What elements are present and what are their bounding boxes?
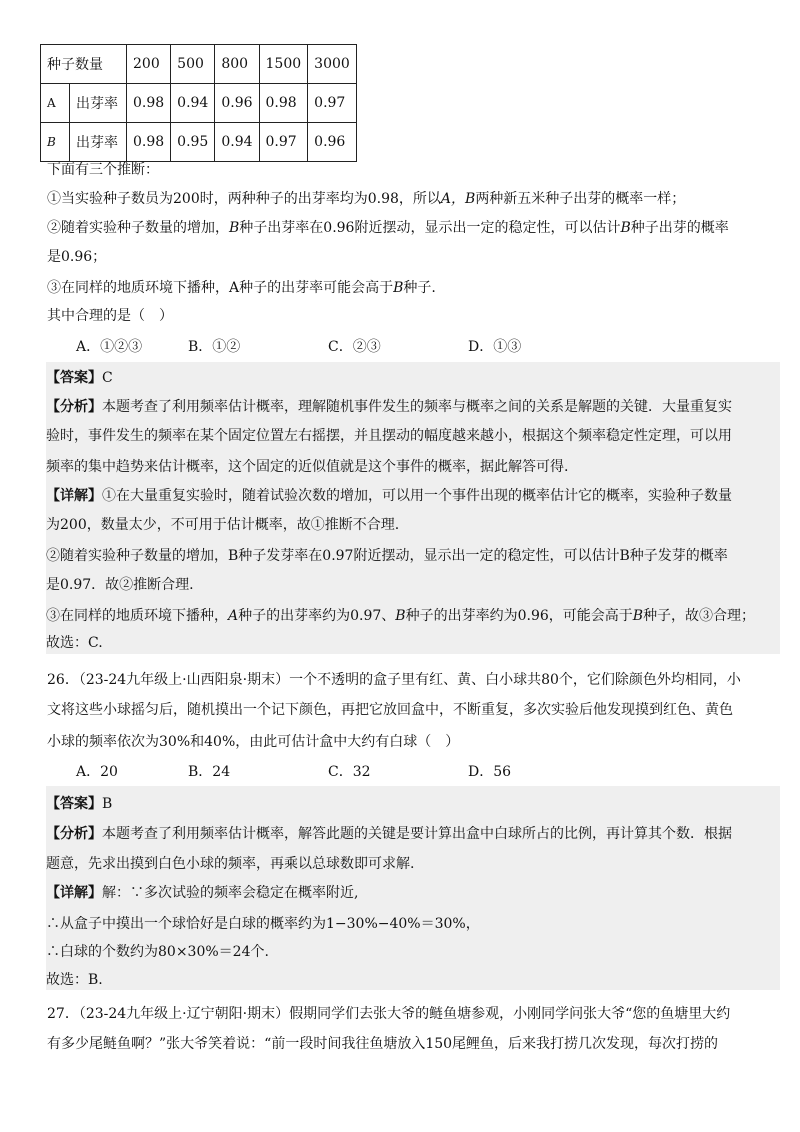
- text: 本题考查了利用频率估计概率，解答此题的关键是要计算出盒中白球所占的比例，再计算其个数．根据: [102, 826, 732, 842]
- q25-detail-5: [46, 606, 755, 626]
- text: 个.: [250, 944, 269, 960]
- math-var: A，B: [440, 191, 476, 207]
- q26-stem-1: 26．（23-24九年级上·山西阳泉·期末）一个不透明的盒子里有红、黄、白小球共80个，它们除颜色外均相同，小: [47, 672, 741, 688]
- table-header-cell: 200: [127, 45, 171, 84]
- text: 两种新五米种子出芽的概率一样；: [475, 191, 686, 207]
- q27-stem-1: 27．（23-24九年级上·辽宁朝阳·期末）假期同学们去张大爷的鲢鱼塘参观，小刚同学问张大爷“您的鱼塘里大约: [47, 1006, 731, 1022]
- text: ∴白球的个数约为: [46, 944, 158, 960]
- text: 种子出芽的概率: [630, 220, 729, 236]
- table-row: [41, 84, 357, 123]
- text: ①在大量重复实验时，随着试验次数的增加，可以用一个事件出现的概率估计它的概率，实验种子数量: [102, 488, 732, 504]
- q25-answer-box: [46, 362, 780, 654]
- answer-value: B: [102, 796, 113, 812]
- math-var: A: [228, 608, 239, 624]
- text: ③在同样的地质环境下播种，: [46, 608, 228, 624]
- text: 种子的出芽率约为0.96，可能会高于: [405, 608, 633, 624]
- q25-answer: [46, 368, 113, 388]
- option-c[interactable]: C．②③: [328, 339, 381, 355]
- q25-statement-3: [47, 278, 436, 298]
- q26-analysis-1: [46, 824, 732, 844]
- q26-detail-3: [46, 942, 269, 962]
- text: ①当实验种子数员为200时，两种种子的出芽率均为0.98，所以: [47, 191, 441, 207]
- option-a[interactable]: A．①②③: [76, 339, 143, 355]
- q25-prompt: 其中合理的是（ ）: [47, 308, 173, 324]
- text: 和: [190, 734, 205, 750]
- q26-conclusion: 故选：B.: [46, 972, 103, 988]
- detail-tag: 【详解】: [46, 488, 102, 504]
- table-cell: 0.97: [308, 84, 357, 123]
- table-cell: 0.98: [127, 123, 171, 162]
- text: 本题考查了利用频率估计概率，理解随机事件发生的频率与概率之间的关系是解题的关键．大量重复实: [102, 399, 732, 415]
- q25-detail-1: [46, 486, 732, 506]
- option-d[interactable]: D．①③: [468, 339, 522, 355]
- q25-conclusion: 故选：C.: [46, 635, 103, 651]
- math-var: B: [229, 220, 240, 236]
- q25-detail-3: ②随着实验种子数量的增加，B种子发芽率在0.97附近摆动，显示出一定的稳定性，可以估计B种子发芽的概率: [46, 548, 728, 564]
- table-header-row: [41, 45, 357, 84]
- q26-answer-box: [46, 786, 780, 990]
- math-expr: 80×30%＝24: [158, 944, 251, 960]
- answer-tag: 【答案】: [46, 370, 102, 386]
- table-cell: 0.95: [171, 123, 215, 162]
- math-var: B: [632, 608, 644, 624]
- text: 小球的频率依次为: [47, 734, 159, 750]
- math-expr: 30%: [159, 734, 191, 750]
- q25-statement-2-cont: 是0.96；: [47, 249, 107, 265]
- detail-tag: 【详解】: [46, 885, 102, 901]
- option-b[interactable]: B．①②: [188, 339, 241, 355]
- q25-statement-1: [47, 189, 685, 209]
- table-cell: 0.97: [259, 123, 308, 162]
- text: 种子.: [403, 280, 436, 296]
- q25-options: [76, 337, 521, 357]
- table-header-cell: 800: [215, 45, 259, 84]
- text: ∴从盒子中摸出一个球恰好是白球的概率约为: [46, 916, 326, 932]
- q26-answer: [46, 794, 112, 814]
- table-cell: A: [41, 84, 70, 123]
- q25-analysis-3: 频率的集中趋势来估计概率，这个固定的近似值就是这个事件的概率，据此解答可得.: [46, 459, 569, 475]
- answer-value: C: [102, 370, 113, 386]
- q26-detail-2: [46, 914, 480, 934]
- analysis-tag: 【分析】: [46, 399, 102, 415]
- text: 种子，故③合理；: [643, 608, 756, 624]
- text: 解：∵多次试验的频率会稳定在概率附近,: [102, 885, 359, 901]
- math-expr: 40%: [204, 734, 236, 750]
- table-header-cell: 种子数量: [41, 45, 127, 84]
- table-header-cell: 3000: [308, 45, 357, 84]
- table-cell: B: [41, 123, 70, 162]
- table-cell: 0.98: [127, 84, 171, 123]
- text: ，由此可估计盒中大约有白球（ ）: [235, 734, 460, 750]
- table-cell: 出芽率: [70, 84, 127, 123]
- q26-analysis-2: 题意，先求出摸到白色小球的频率，再乘以总球数即可求解.: [46, 856, 415, 872]
- table-cell: 0.94: [171, 84, 215, 123]
- table-header-cell: 500: [171, 45, 215, 84]
- option-c[interactable]: C．32: [328, 764, 371, 780]
- text: 种子的出芽率约为0.97、: [238, 608, 396, 624]
- q25-intro: 下面有三个推断：: [47, 162, 159, 178]
- text: ③在同样的地质环境下播种，A种子的出芽率可能会高于: [47, 280, 394, 296]
- q26-stem-2: 文将这些小球摇匀后，随机摸出一个记下颜色，再把它放回盒中，不断重复，多次实验后他发现摸到红色、黄色: [47, 702, 733, 718]
- table-cell: 0.94: [215, 123, 259, 162]
- math-expr: 1−30%−40%＝30%: [326, 916, 466, 932]
- option-a[interactable]: A．20: [76, 764, 118, 780]
- q25-detail-4: 是0.97．故②推断合理.: [46, 577, 194, 593]
- text: ②随着实验种子数量的增加，: [47, 220, 229, 236]
- table-header-cell: 1500: [259, 45, 308, 84]
- q25-analysis-2: 验时，事件发生的频率在某个固定位置左右摇摆，并且摆动的幅度越来越小，根据这个频率稳定性定理，可以用: [46, 428, 732, 444]
- seed-germination-table: [40, 44, 357, 162]
- table-cell: 0.98: [259, 84, 308, 123]
- table-cell: 出芽率: [70, 123, 127, 162]
- table-cell: 0.96: [308, 123, 357, 162]
- q25-detail-2: 为200，数量太少，不可用于估计概率，故①推断不合理.: [46, 517, 400, 533]
- q26-stem-3: [47, 732, 459, 752]
- math-var: B: [620, 220, 631, 236]
- option-d[interactable]: D．56: [468, 764, 512, 780]
- q26-options: [76, 762, 511, 782]
- option-b[interactable]: B．24: [188, 764, 231, 780]
- analysis-tag: 【分析】: [46, 826, 102, 842]
- q25-analysis-1: [46, 397, 732, 417]
- math-var: B: [395, 608, 406, 624]
- text: ，: [465, 916, 480, 932]
- table-cell: 0.96: [215, 84, 259, 123]
- q27-stem-2: 有多少尾鲢鱼啊？”张大爷笑着说：“前一段时间我往鱼塘放入150尾鲤鱼，后来我打捞几次发现，每次打捞的: [47, 1036, 719, 1052]
- q25-statement-2: [47, 218, 729, 238]
- math-var: B: [393, 280, 404, 296]
- answer-tag: 【答案】: [46, 796, 102, 812]
- q26-detail-1: [46, 883, 358, 903]
- text: 种子出芽率在0.96附近摆动，显示出一定的稳定性，可以估计: [239, 220, 621, 236]
- table-row: [41, 123, 357, 162]
